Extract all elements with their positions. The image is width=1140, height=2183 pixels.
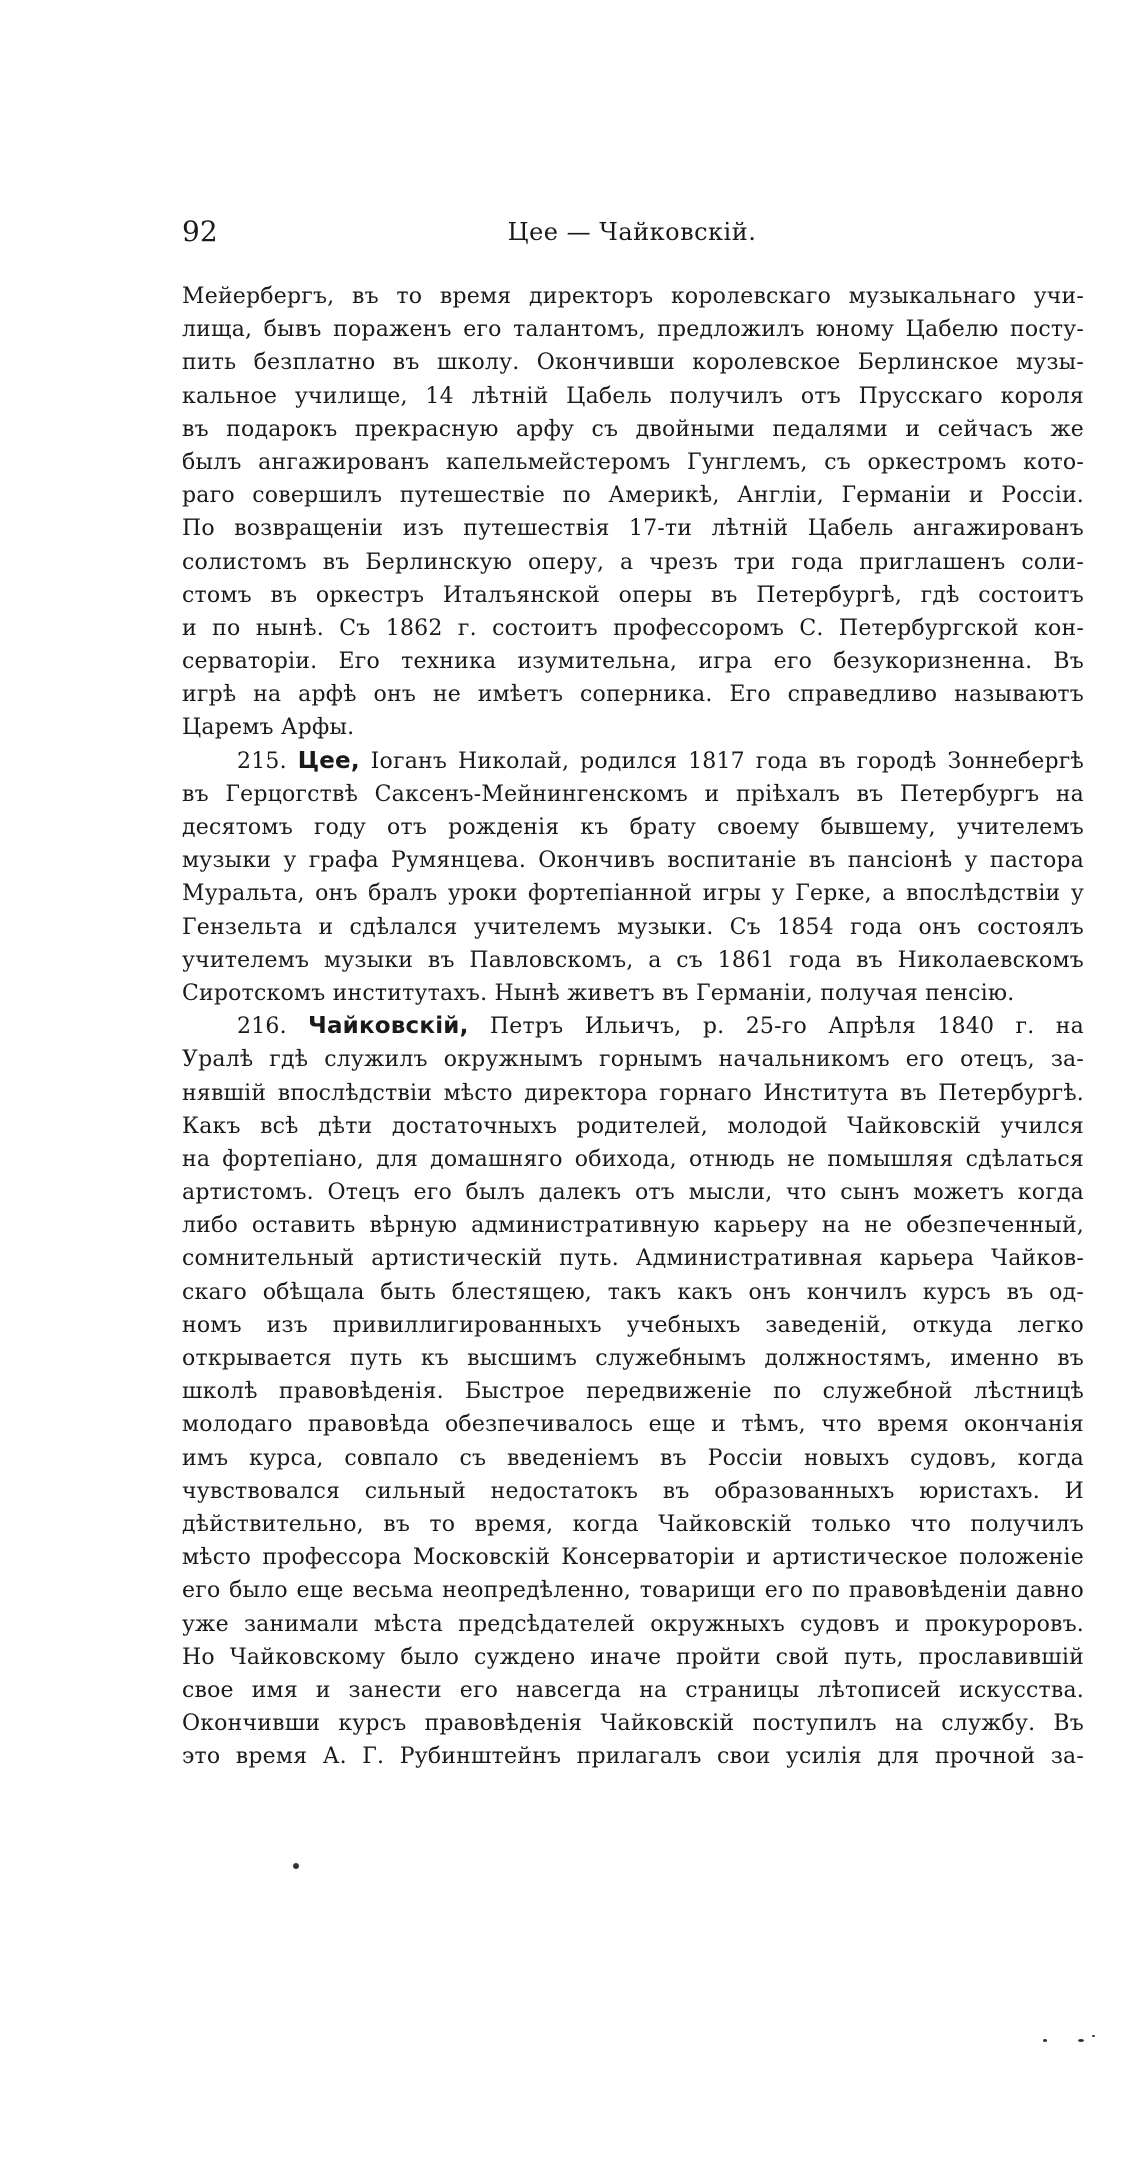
text-line: скаго обѣщала быть блестящею, такъ какъ онъ кончилъ курсъ въ од-	[182, 1279, 1084, 1305]
entry-number: 215.	[237, 748, 287, 774]
text-line: кальное училище, 14 лѣтній Цабель получилъ отъ Прусскаго короля	[182, 383, 1084, 409]
text-line: Царемъ Арфы.	[182, 715, 355, 741]
text-line: учителемъ музыки въ Павловскомъ, а съ 1861 года въ Николаевскомъ	[182, 947, 1084, 973]
text-line: номъ изъ привиллигированныхъ учебныхъ заведеній, откуда легко	[182, 1312, 1084, 1338]
entry-number: 216.	[237, 1014, 287, 1040]
text-line: пить безплатно въ школу. Окончивши королевское Берлинское музы-	[182, 350, 1084, 376]
text-line: дѣйствительно, въ то время, когда Чайковскій только что получилъ	[182, 1511, 1084, 1537]
text-line: Но Чайковскому было суждено иначе пройти свой путь, прославившій	[182, 1644, 1084, 1670]
page-header	[182, 212, 1082, 252]
entry-name: Чайковскій,	[308, 1013, 469, 1040]
text-line: Окончивши курсъ правовѣденія Чайковскій поступилъ на службу. Въ	[182, 1711, 1084, 1737]
text-line: имъ курса, совпало съ введеніемъ въ Россіи новыхъ судовъ, когда	[182, 1445, 1084, 1471]
page-number: 92	[182, 215, 218, 248]
text-line: Муральта, онъ бралъ уроки фортепіанной игры у Герке, а впослѣдствіи у	[182, 881, 1084, 907]
continuation-paragraph	[182, 280, 1084, 745]
entry-first-line-text: Іоганъ Николай, родился 1817 года въ городѣ Зоннебергѣ	[370, 748, 1084, 774]
print-speck	[293, 1863, 299, 1869]
text-line: на фортепіано, для домашняго обихода, отнюдь не помышляя сдѣлаться	[182, 1146, 1084, 1172]
text-line: стомъ въ оркестръ Италъянской оперы въ Петербургѣ, гдѣ состоитъ	[182, 582, 1084, 608]
text-line: нявшій впослѣдствіи мѣсто директора горнаго Института въ Петербургѣ.	[182, 1080, 1084, 1106]
text-line: либо оставить вѣрную административную карьеру на не обезпеченный,	[182, 1213, 1084, 1239]
entry-heading-line	[182, 745, 1084, 778]
print-speck	[1078, 2039, 1084, 2042]
text-line: раго совершилъ путешествіе по Америкѣ, Англіи, Германіи и Россіи.	[182, 483, 1084, 509]
text-line: Мейербергъ, въ то время директоръ королевскаго музыкальнаго учи-	[182, 284, 1084, 309]
text-line: молодаго правовѣда обезпечивалось еще и тѣмъ, что время окончанія	[182, 1412, 1084, 1438]
entry-215	[182, 745, 1084, 1011]
text-line: артистомъ. Отецъ его былъ далекъ отъ мысли, что сынъ можетъ когда	[182, 1180, 1084, 1206]
text-line: уже занимали мѣста предсѣдателей окружныхъ судовъ и прокуроровъ.	[182, 1611, 1084, 1637]
text-line: въ Герцогствѣ Саксенъ-Мейнингенскомъ и пріѣхалъ въ Петербургъ на	[182, 781, 1084, 807]
text-line: сомнительный артистическій путь. Административная карьера Чайков-	[182, 1246, 1084, 1272]
text-line: лища, бывъ пораженъ его талантомъ, предложилъ юному Цабелю посту-	[182, 317, 1084, 343]
entry-name: Цее,	[297, 747, 360, 774]
text-line: былъ ангажированъ капельмейстеромъ Гунглемъ, съ оркестромъ кото-	[182, 449, 1084, 475]
print-speck	[1092, 2035, 1095, 2037]
entry-first-line-text: Петръ Ильичъ, р. 25-го Апрѣля 1840 г. на	[489, 1014, 1084, 1040]
text-line: Гензельта и сдѣлался учителемъ музыки. Съ 1854 года онъ состоялъ	[182, 914, 1084, 940]
text-line: серваторіи. Его техника изумительна, игра его безукоризненна. Въ	[182, 649, 1084, 675]
body-text	[182, 280, 1084, 1773]
text-line: его было еще весьма неопредѣленно, товарищи его по правовѣденіи давно	[182, 1578, 1084, 1604]
text-line: свое имя и занести его навсегда на страницы лѣтописей искусства.	[182, 1677, 1084, 1703]
text-line: Какъ всѣ дѣти достаточныхъ родителей, молодой Чайковскій учился	[182, 1113, 1084, 1139]
text-line: Сиротскомъ институтахъ. Нынѣ живетъ въ Германіи, получая пенсію.	[182, 980, 1015, 1006]
text-line: игрѣ на арфѣ онъ не имѣетъ соперника. Его справедливо называютъ	[182, 682, 1084, 708]
text-line: это время А. Г. Рубинштейнъ прилагалъ свои усилія для прочной за-	[182, 1744, 1084, 1770]
text-line: солистомъ въ Берлинскую оперу, а чрезъ три года приглашенъ соли-	[182, 549, 1084, 575]
text-line: открывается путь къ высшимъ служебнымъ должностямъ, именно въ	[182, 1346, 1084, 1371]
text-line: музыки у графа Румянцева. Окончивъ воспитаніе въ пансіонѣ у пастора	[182, 848, 1084, 874]
text-line: По возвращеніи изъ путешествія 17-ти лѣтній Цабель ангажированъ	[182, 516, 1084, 542]
text-line: въ подарокъ прекрасную арфу съ двойными педалями и сейчасъ же	[182, 416, 1084, 442]
text-line: десятомъ году отъ рожденія къ брату своему бывшему, учителемъ	[182, 815, 1084, 840]
print-speck	[1043, 2039, 1047, 2042]
text-line: школѣ правовѣденія. Быстрое передвиженіе по служебной лѣстницѣ	[182, 1379, 1084, 1405]
running-head: Цее — Чайковскій.	[507, 218, 757, 246]
text-line: Уралѣ гдѣ служилъ окружнымъ горнымъ начальникомъ его отецъ, за-	[182, 1047, 1084, 1073]
entry-heading-line	[182, 1010, 1084, 1043]
text-line: чувствовался сильный недостатокъ въ образованныхъ юристахъ. И	[182, 1478, 1084, 1504]
text-line: мѣсто профессора Московскій Консерваторіи и артистическое положеніе	[182, 1545, 1084, 1571]
entry-216	[182, 1010, 1084, 1773]
text-line: и по нынѣ. Съ 1862 г. состоитъ профессоромъ С. Петербургской кон-	[182, 615, 1084, 641]
